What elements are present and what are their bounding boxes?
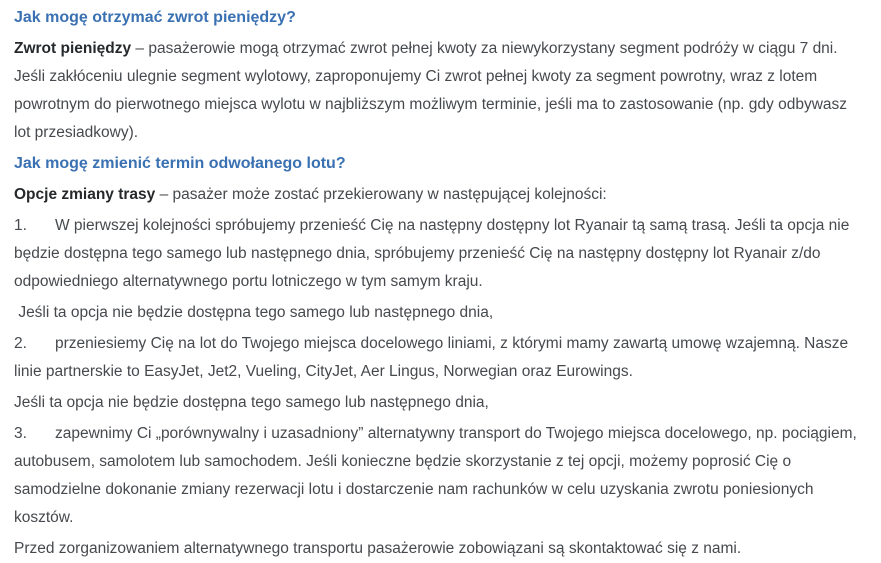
- rerouting-options-paragraph: [14, 181, 857, 209]
- numbered-item-3: [14, 420, 862, 532]
- faq-question-reschedule-heading: Jak mogę zmienić termin odwołanego lotu?: [14, 155, 346, 172]
- fallback-note-1-text: Jeśli ta opcja nie będzie dostępna tego samego lub następnego dnia,: [14, 304, 494, 321]
- rerouting-options-lead: Opcje zmiany trasy: [14, 186, 156, 203]
- list-number-3: 3.: [14, 425, 27, 442]
- numbered-item-1: [14, 212, 857, 296]
- contact-note-text: Przed zorganizowaniem alternatywnego transportu pasażerowie zobowiązani są skontaktować się z nami.: [14, 540, 742, 557]
- contact-note-paragraph: [14, 535, 857, 563]
- numbered-item-2: [14, 330, 857, 386]
- faq-question-refund-heading: Jak mogę otrzymać zwrot pieniędzy?: [14, 9, 296, 26]
- refund-paragraph-text: – pasażerowie mogą otrzymać zwrot pełnej kwoty za niewykorzystany segment podróży w ciągu 7 dni. Jeśli zakłóceniu ulegnie segment wylotowy, zaproponujemy Ci zwrot pełnej kwoty za segment powrotny, wraz z lotem powrotnym do pierwotnego miejsca wylotu w najbliższym możliwym terminie, jeśli ma to zastosowanie (np. gdy odbywasz lot przesiadkowy).: [14, 40, 852, 141]
- rerouting-options-text: – pasażer może zostać przekierowany w następującej kolejności:: [155, 186, 607, 203]
- fallback-note-2: [14, 389, 857, 417]
- refund-paragraph-lead: Zwrot pieniędzy: [14, 40, 132, 57]
- list-number-2: 2.: [14, 335, 27, 352]
- fallback-note-2-text: Jeśli ta opcja nie będzie dostępna tego samego lub następnego dnia,: [14, 394, 489, 411]
- refund-paragraph: [14, 35, 857, 147]
- fallback-note-1: [14, 299, 857, 327]
- numbered-item-3-text: zapewnimy Ci „porównywalny i uzasadniony” alternatywny transport do Twojego miejsca docelowego, np. pociągiem, autobusem, samolotem lub samochodem. Jeśli konieczne będzie skorzystanie z tej opcji, możemy poprosić Cię o samodzielne dokonanie zmiany rezerwacji lotu i dostarczenie nam rachunków w celu uzyskania zwrotu poniesionych kosztów.: [14, 425, 862, 526]
- numbered-item-2-text: przeniesiemy Cię na lot do Twojego miejsca docelowego liniami, z którymi mamy zawartą umowę wzajemną. Nasze linie partnerskie to EasyJet, Jet2, Vueling, CityJet, Aer Lingus, Norwegian oraz Eurowings.: [14, 335, 853, 380]
- list-number-1: 1.: [14, 217, 27, 234]
- numbered-item-1-text: W pierwszej kolejności spróbujemy przenieść Cię na następny dostępny lot Ryanair tą samą trasą. Jeśli ta opcja nie będzie dostępna tego samego lub następnego dnia, spróbujemy przenieść Cię na następny dostępny lot Ryanair z/do odpowiedniego alternatywnego portu lotniczego w tym samym kraju.: [14, 217, 854, 290]
